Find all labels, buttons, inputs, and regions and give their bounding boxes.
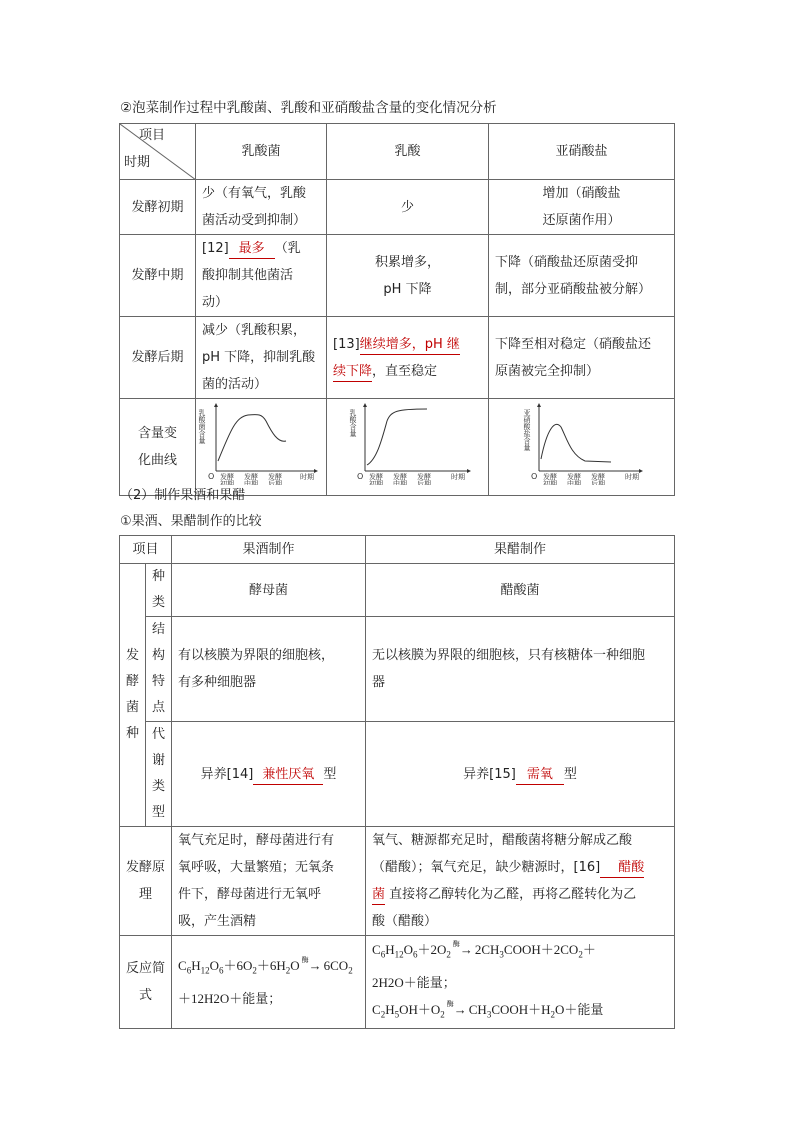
- cell-text: 有以核膜为界限的细胞核， 有多种细胞器: [172, 617, 366, 722]
- corner-label-period: 时期: [124, 155, 151, 170]
- answer-blank-13-cont: 续下降: [333, 363, 372, 382]
- svg-text:初期: 初期: [220, 480, 234, 485]
- answer-blank-13: 继续增多，pH 继: [360, 336, 460, 355]
- svg-text:后期: 后期: [591, 480, 605, 485]
- svg-text:发酵: 发酵: [567, 473, 581, 481]
- cell-text: 少: [327, 180, 489, 235]
- answer-blank-12: 最多: [229, 240, 275, 259]
- table-row: [120, 722, 675, 827]
- header-lactobacillus: 乳酸菌: [196, 124, 327, 180]
- svg-text:后期: 后期: [268, 480, 282, 485]
- group-label: 发酵菌种: [120, 564, 146, 827]
- cell-text: 异养[15] 需氧 型: [366, 722, 675, 827]
- row-label: 结构特点: [146, 617, 172, 722]
- cell-text: 下降（硝酸盐还原菌受抑 制，部分亚硝酸盐被分解）: [489, 235, 675, 317]
- answer-blank-16-cont: 菌: [372, 886, 385, 905]
- period-label: 发酵后期: [120, 317, 196, 399]
- period-label: 发酵中期: [120, 235, 196, 317]
- cell-text: 减少（乳酸积累， pH 下降，抑制乳酸 菌的活动）: [196, 317, 327, 399]
- cell-text: 下降至相对稳定（硝酸盐还 原菌被完全抑制）: [489, 317, 675, 399]
- row-label: 代谢类型: [146, 722, 172, 827]
- curve-lactic-acid: [327, 399, 489, 496]
- svg-text:发酵: 发酵: [543, 473, 557, 481]
- svg-text:O: O: [357, 472, 364, 481]
- formula-cell: $C_6H_{12}O_6+6O_2+6H_2O$ $^酶\to 6CO_2$ ＋12H2O＋能量；: [172, 936, 366, 1029]
- period-label: 含量变 化曲线: [120, 399, 196, 496]
- svg-text:时期: 时期: [300, 473, 314, 481]
- header-wine: 果酒制作: [172, 536, 366, 564]
- table-row: [120, 936, 675, 1029]
- cell-text: 醋酸菌: [366, 564, 675, 617]
- svg-text:O: O: [208, 472, 215, 481]
- header-item: 项目: [120, 536, 172, 564]
- cell-text: 积累增多， pH 下降: [327, 235, 489, 317]
- svg-text:后期: 后期: [417, 480, 431, 485]
- wine-vinegar-table: [119, 535, 675, 1029]
- cell-text: 氧气、糖源都充足时，醋酸菌将糖分解成乙酸 （醋酸）；氧气充足，缺少糖源时，[16] 醋酸 菌 直接将乙醇转化为乙醛，再将乙醛转化为乙 酸（醋酸）: [366, 827, 675, 936]
- y-axis-label: 乳酸含量: [349, 409, 357, 437]
- svg-text:发酵: 发酵: [220, 473, 234, 481]
- row-label: 反应简 式: [120, 936, 172, 1029]
- svg-text:初期: 初期: [369, 480, 383, 485]
- period-label: 发酵初期: [120, 180, 196, 235]
- cell-text: [12] 最多 （乳 酸抑制其他菌活 动）: [196, 235, 327, 317]
- answer-blank-14: 兼性厌氧: [253, 766, 323, 785]
- svg-text:O: O: [531, 472, 538, 481]
- table-row: [120, 564, 675, 617]
- table-row: [120, 317, 675, 399]
- svg-text:发酵: 发酵: [393, 473, 407, 481]
- curve-nitrite: [489, 399, 675, 496]
- diagonal-header-cell: [120, 124, 196, 180]
- svg-text:发酵: 发酵: [369, 473, 383, 481]
- subsection-title: （2）制作果酒和果醋: [120, 488, 246, 503]
- cell-text: [13]继续增多，pH 继 续下降，直至稳定: [327, 317, 489, 399]
- corner-label-item: 项目: [138, 128, 165, 143]
- svg-text:发酵: 发酵: [244, 473, 258, 481]
- cell-text: 无以核膜为界限的细胞核，只有核糖体一种细胞 器: [366, 617, 675, 722]
- svg-text:中期: 中期: [244, 480, 258, 485]
- y-axis-label: 亚硝酸盐含量: [523, 409, 531, 451]
- answer-blank-15: 需氧: [516, 766, 564, 785]
- header-lactic-acid: 乳酸: [327, 124, 489, 180]
- subsection2-title: ①果酒、果醋制作的比较: [120, 514, 262, 529]
- svg-text:时期: 时期: [451, 473, 465, 481]
- cell-text: 酵母菌: [172, 564, 366, 617]
- header-nitrite: 亚硝酸盐: [489, 124, 675, 180]
- cell-text: 氧气充足时，酵母菌进行有 氧呼吸，大量繁殖；无氧条 件下，酵母菌进行无氧呼 吸，产生酒精: [172, 827, 366, 936]
- cell-text: 增加（硝酸盐 还原菌作用）: [489, 180, 675, 235]
- svg-text:发酵: 发酵: [268, 473, 282, 481]
- svg-text:初期: 初期: [543, 480, 557, 485]
- row-label: 种类: [146, 564, 172, 617]
- table-row: [120, 827, 675, 936]
- svg-text:中期: 中期: [567, 480, 581, 485]
- curve-lactobacillus: [196, 399, 327, 496]
- svg-text:中期: 中期: [393, 480, 407, 485]
- svg-text:时期: 时期: [625, 473, 639, 481]
- table-row: [120, 180, 675, 235]
- table-row: [120, 617, 675, 722]
- table-row: [120, 399, 675, 496]
- svg-text:发酵: 发酵: [417, 473, 431, 481]
- bacteria-table: [119, 123, 675, 496]
- table-row: [120, 235, 675, 317]
- table-header-row: [120, 536, 675, 564]
- row-label: 发酵原 理: [120, 827, 172, 936]
- section-title: ②泡菜制作过程中乳酸菌、乳酸和亚硝酸盐含量的变化情况分析: [120, 100, 497, 116]
- answer-blank-16: 醋酸: [600, 859, 644, 878]
- header-vinegar: 果醋制作: [366, 536, 675, 564]
- y-axis-label: 乳酸菌含量: [198, 409, 206, 444]
- svg-text:发酵: 发酵: [591, 473, 605, 481]
- cell-text: 少（有氧气，乳酸 菌活动受到抑制）: [196, 180, 327, 235]
- table-header-row: [120, 124, 675, 180]
- cell-text: 异养[14] 兼性厌氧 型: [172, 722, 366, 827]
- formula-cell: $C_6H_{12}O_6+2O_2^酶\to$ $2CH_3COOH+2CO_2+$ 2H2O＋能量； $C_2H_5OH+O_2^酶\to$ $CH_3COOH+H_2O+$能量: [366, 936, 675, 1029]
